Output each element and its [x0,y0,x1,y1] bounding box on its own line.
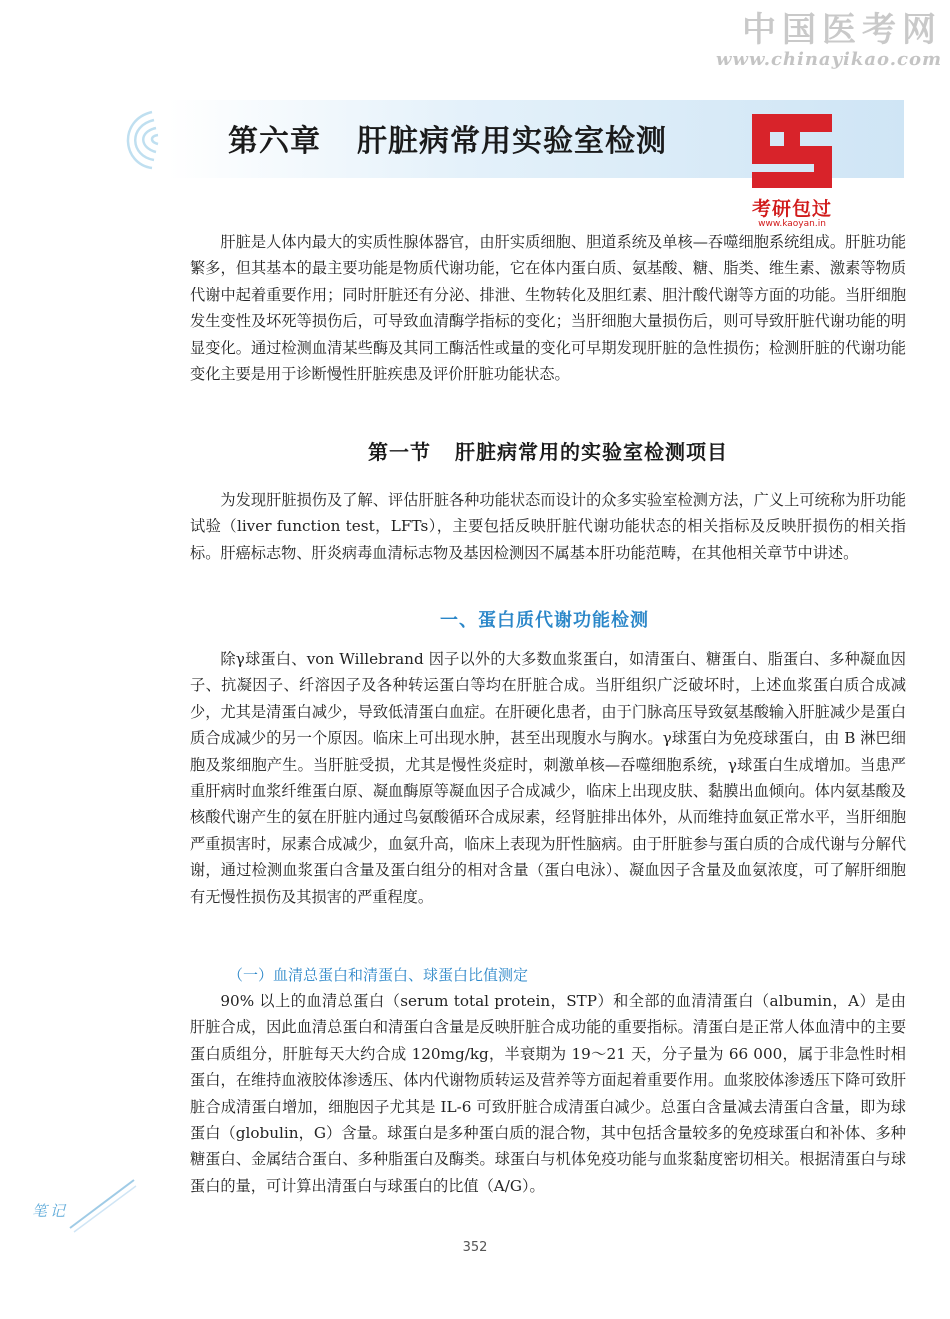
section-number: 第一节 [368,440,431,464]
item-body-paragraph: 90% 以上的血清总蛋白（serum total protein，STP）和全部的血清清蛋白（albumin，A）是由肝脏合成，因此血清总蛋白和清蛋白含量是反映肝脏合成功能的重要指标。清蛋白是正常人体血清中的主要蛋白质组分，肝脏每天大约合成 120mg/kg，半衰期为 19～21 天，分子量为 66 000，属于非急性时相蛋白，在维持血液胶体渗透压、体内代谢物质转运及营养等方面起着重要作用。血浆胶体渗透压下降可致肝脏合成清蛋白增加，细胞因子尤其是 IL-6 可致肝脏合成清蛋白减少。总蛋白含量减去清蛋白含量，即为球蛋白（globulin，G）含量。球蛋白是多种蛋白质的混合物，其中包括含量较多的免疫球蛋白和补体、多种糖蛋白、金属结合蛋白、多种脂蛋白及酶类。球蛋白与机体免疫功能与血浆黏度密切相关。根据清蛋白与球蛋白的量，可计算出清蛋白与球蛋白的比值（A/G）。 [190,992,906,1195]
logo-text: 考研包过 [751,198,832,220]
subsection-heading: 一、蛋白质代谢功能检测 [440,610,649,631]
watermark-site-name: 中国医考网 [742,10,942,50]
chapter-number: 第六章 [228,124,321,159]
chapter-intro-paragraph: 肝脏是人体内最大的实质性腺体器官，由肝实质细胞、胆道系统及单核—吞噬细胞系统组成。肝脏功能繁多，但其基本的最主要功能是物质代谢功能，它在体内蛋白质、氨基酸、糖、脂类、维生素、激素等物质代谢中起着重要作用；同时肝脏还有分泌、排泄、生物转化及胆红素、胆汁酸代谢等方面的功能。当肝细胞发生变性及坏死等损伤后，可导致血清酶学指标的变化；当肝细胞大量损伤后，则可导致肝脏代谢功能的明显变化。通过检测血清某些酶及其同工酶活性或量的变化可早期发现肝脏的急性损伤；检测肝脏的代谢功能变化主要是用于诊断慢性肝脏疾患及评价肝脏功能状态。 [190,233,906,384]
page-number: 352 [462,1240,488,1255]
logo-url: www.kaoyan.in [758,219,826,229]
chapter-title: 肝脏病常用实验室检测 [357,124,667,159]
watermark-site-url: www.chinayikao.com [716,49,942,70]
note-label: 笔记 [32,1202,69,1220]
item-heading: （一）血清总蛋白和清蛋白、球蛋白比值测定 [228,966,529,984]
section-title: 肝脏病常用的实验室检测项目 [455,440,728,464]
section-heading [190,436,906,465]
chapter-heading [228,116,667,160]
site-watermark [716,10,942,70]
section-intro-paragraph: 为发现肝脏损伤及了解、评估肝脏各种功能状态而设计的众多实验室检测方法，广义上可统称为肝功能试验（liver function test，LFTs），主要包括反映肝脏代谢功能状态的相关指标及反映肝损伤的相关指标。肝癌标志物、肝炎病毒血清标志物及基因检测因不属基本肝功能范畴，在其他相关章节中讲述。 [190,491,906,562]
subsection-body-paragraph: 除γ球蛋白、von Willebrand 因子以外的大多数血浆蛋白，如清蛋白、糖蛋白、脂蛋白、多种凝血因子、抗凝因子、纤溶因子及各种转运蛋白等均在肝脏合成。当肝组织广泛破坏时，上述血浆蛋白质合成减少，尤其是清蛋白减少，导致低清蛋白血症。在肝硬化患者，由于门脉高压导致氨基酸输入肝脏减少是蛋白质合成减少的另一个原因。临床上可出现水肿，甚至出现腹水与胸水。γ球蛋白为免疫球蛋白，由 B 淋巴细胞及浆细胞产生。当肝脏受损，尤其是慢性炎症时，刺激单核—吞噬细胞系统，γ球蛋白生成增加。当患严重肝病时血浆纤维蛋白原、凝血酶原等凝血因子合成减少，临床上出现皮肤、黏膜出血倾向。体内氨基酸及核酸代谢产生的氨在肝脏内通过鸟氨酸循环合成尿素，经肾脏排出体外，从而维持血氨正常水平，当肝细胞严重损害时，尿素合成减少，血氨升高，临床上表现为肝性脑病。由于肝脏参与蛋白质的合成代谢与分解代谢，通过检测血浆蛋白含量及蛋白组分的相对含量（蛋白电泳）、凝血因子含量及血氨浓度，可了解肝细胞有无慢性损伤及其损害的严重程度。 [190,650,906,906]
